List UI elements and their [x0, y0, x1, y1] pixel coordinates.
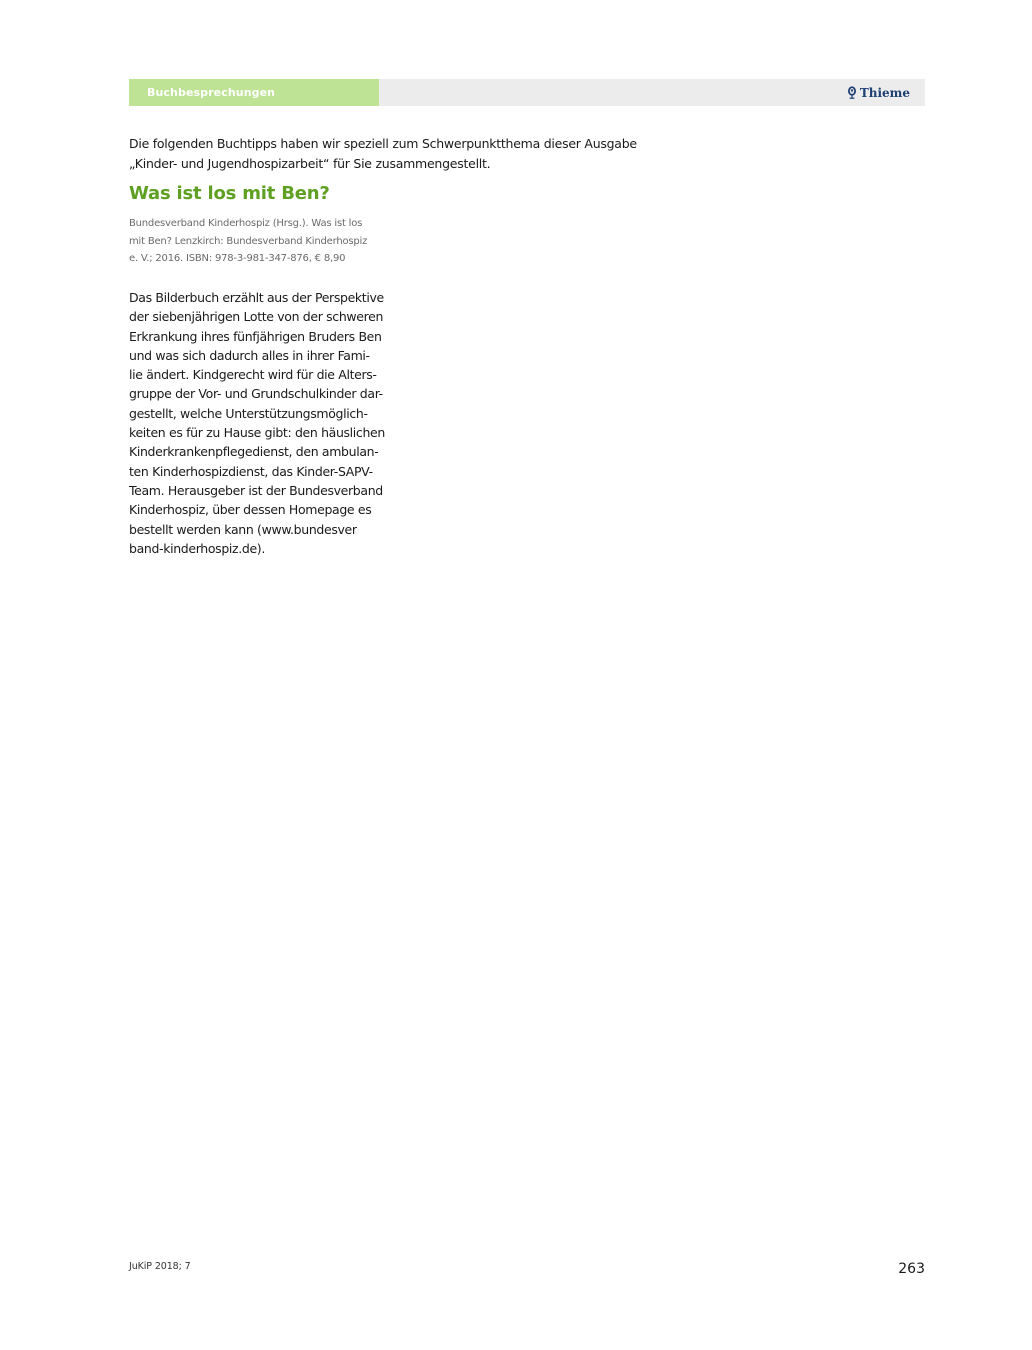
page-number: 263: [898, 1261, 925, 1277]
review-body: [129, 288, 389, 558]
citation-line: mit Ben? Lenzkirch: Bundesverband Kinderhospiz: [129, 235, 368, 247]
body-line: keiten es für zu Hause gibt: den häuslichen: [129, 425, 385, 441]
body-line: Kinderkrankenpflegedienst, den ambulan-: [129, 444, 379, 460]
publisher-brand: [847, 79, 910, 106]
body-line: band-kinderhospiz.de).: [129, 540, 265, 556]
intro-line: Die folgenden Buchtipps haben wir speziell zum Schwerpunktthema dieser Ausgabe: [129, 136, 637, 151]
body-line: ten Kinderhospizdienst, das Kinder-SAPV-: [129, 463, 373, 479]
body-line: Kinderhospiz, über dessen Homepage es: [129, 502, 372, 518]
body-line: gruppe der Vor- und Grundschulkinder dar-: [129, 386, 383, 402]
intro-paragraph: [129, 134, 649, 173]
body-line: bestellt werden kann (www.bundesver: [129, 521, 357, 537]
citation-line: e. V.; 2016. ISBN: 978-3-981-347-876, € 8,90: [129, 253, 346, 264]
book-title: Was ist los mit Ben?: [129, 183, 330, 204]
body-line: Team. Herausgeber ist der Bundesverband: [129, 482, 383, 498]
body-line: Erkrankung ihres fünfjährigen Bruders Ben: [129, 328, 382, 344]
citation-line: Bundesverband Kinderhospiz (Hrsg.). Was ist los: [129, 218, 363, 229]
journal-citation: JuKiP 2018; 7: [129, 1261, 191, 1272]
intro-line: „Kinder- und Jugendhospizarbeit“ für Sie zusammengestellt.: [129, 155, 491, 171]
body-line: und was sich dadurch alles in ihrer Fami-: [129, 347, 370, 363]
section-label: Buchbesprechungen: [129, 79, 379, 106]
body-line: der siebenjährigen Lotte von der schweren: [129, 309, 384, 325]
body-line: Das Bilderbuch erzählt aus der Perspektive: [129, 290, 384, 305]
body-line: lie ändert. Kindgerecht wird für die Alters-: [129, 367, 377, 383]
brand-name: Thieme: [859, 85, 910, 100]
book-citation: [129, 215, 389, 268]
thieme-logo-icon: [847, 86, 857, 99]
body-line: gestellt, welche Unterstützungsmöglich-: [129, 405, 368, 421]
running-header: [129, 79, 925, 106]
